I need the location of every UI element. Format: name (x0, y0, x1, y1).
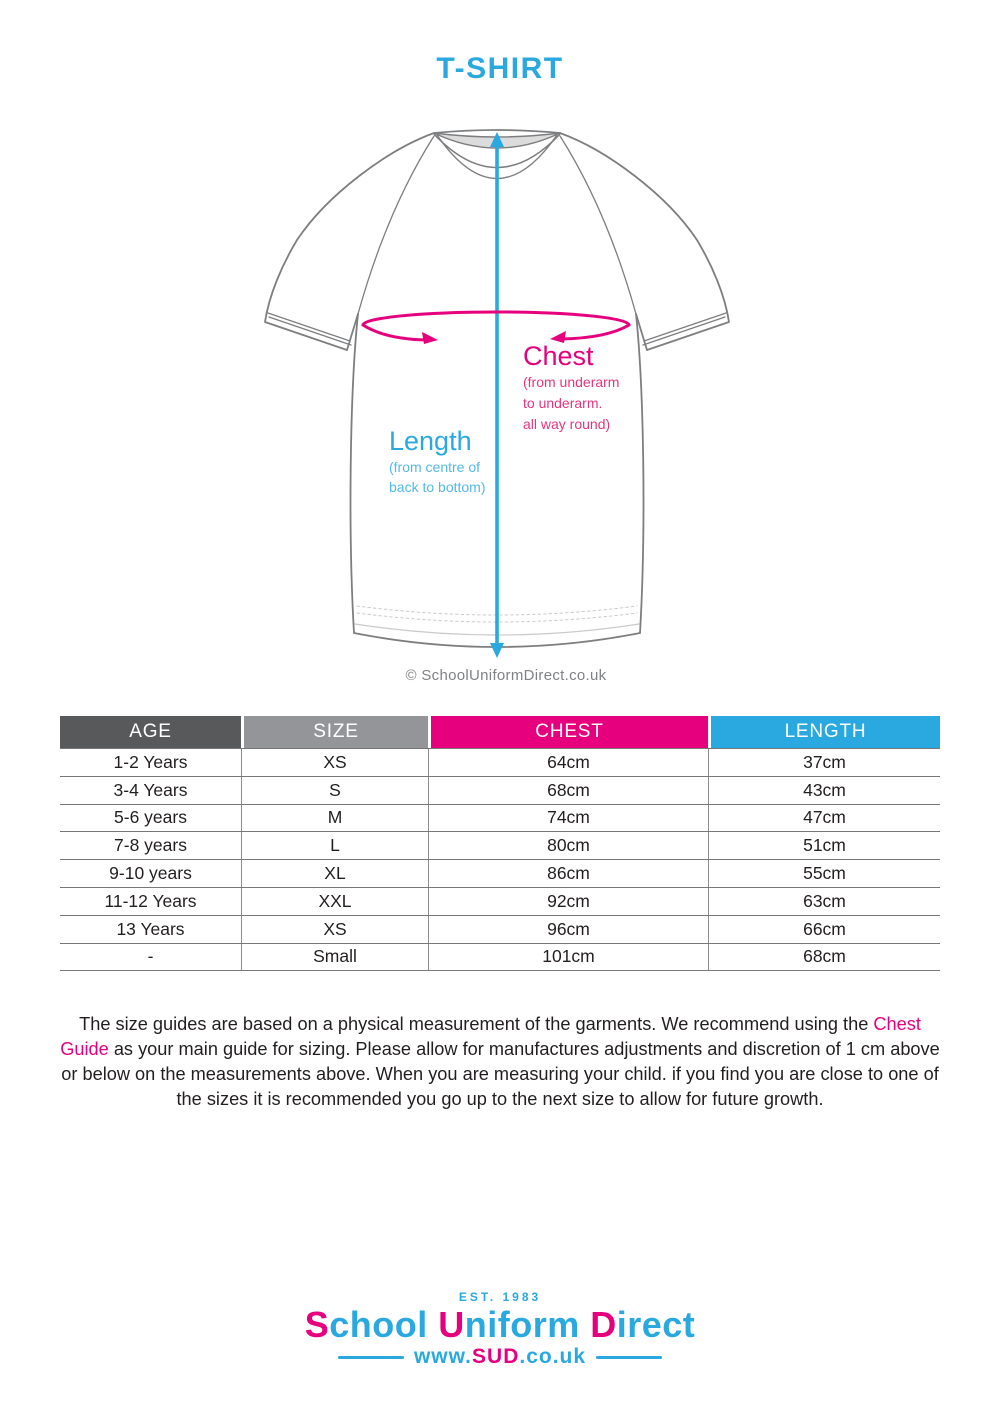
brand-url[interactable] (414, 1345, 586, 1369)
established-label: EST. 1983 (458, 1290, 542, 1304)
table-cell: XXL (241, 888, 428, 915)
table-cell: XS (241, 749, 428, 776)
page-title: T-SHIRT (436, 52, 564, 85)
table-cell: 96cm (428, 916, 708, 943)
table-cell: 80cm (428, 832, 708, 859)
diagram-copyright: © SchoolUniformDirect.co.uk (405, 667, 607, 684)
brand-segment: niform (464, 1304, 591, 1345)
brand-segment: D (590, 1304, 617, 1345)
table-cell: 9-10 years (109, 863, 192, 884)
size-table (60, 716, 940, 971)
table-row (60, 749, 940, 777)
table-cell: 63cm (708, 888, 940, 915)
column-header: LENGTH (708, 716, 940, 748)
length-arrow-icon (490, 132, 504, 658)
table-cell: 37cm (708, 749, 940, 776)
brand-segment: www. (413, 1345, 473, 1368)
dash-right (596, 1356, 662, 1359)
table-row (60, 916, 940, 944)
chest-label: Chest (523, 341, 594, 371)
table-cell: L (241, 832, 428, 859)
table-cell: 68cm (708, 944, 940, 971)
table-cell: 64cm (428, 749, 708, 776)
chest-note-3: all way round) (523, 416, 611, 432)
brand-segment: .co.uk (519, 1345, 587, 1368)
table-cell: XL (241, 860, 428, 887)
table-cell: 51cm (708, 832, 940, 859)
length-note-1: (from centre of (389, 459, 481, 475)
table-cell: 86cm (428, 860, 708, 887)
size-note (58, 1012, 942, 1112)
table-cell: 101cm (428, 944, 708, 971)
table-cell: 43cm (708, 777, 940, 804)
brand-segment: irect (616, 1304, 696, 1345)
length-note-2: back to bottom) (389, 479, 486, 495)
tshirt-diagram (250, 110, 750, 690)
table-cell: 55cm (708, 860, 940, 887)
column-header: CHEST (428, 716, 708, 748)
table-cell: 7-8 years (114, 835, 187, 856)
chest-note-2: to underarm. (523, 395, 603, 411)
table-cell: 3-4 Years (113, 779, 188, 800)
note-text-after: as your main guide for sizing. Please allow for manufactures adjustments and discretion of 1 cm above or below on the measurements above. When you are measuring your child. if you find you are close to one of the sizes it is recommended you go up to the next size to allow for future growth. (61, 1039, 940, 1109)
column-header: SIZE (241, 716, 428, 748)
size-table-body (60, 748, 940, 971)
footer-logo (0, 1290, 1000, 1369)
table-cell: 1-2 Years (113, 751, 188, 772)
table-row (60, 860, 940, 888)
table-cell: XS (241, 916, 428, 943)
table-cell: S (241, 777, 428, 804)
table-cell: 68cm (428, 777, 708, 804)
brand-url-line (0, 1345, 1000, 1369)
table-cell: 47cm (708, 805, 940, 832)
table-row (60, 805, 940, 833)
table-cell: M (241, 805, 428, 832)
table-row (60, 777, 940, 805)
dash-left (338, 1356, 404, 1359)
column-header: AGE (60, 716, 241, 748)
table-row (60, 832, 940, 860)
brand-name (0, 1305, 1000, 1345)
length-label: Length (389, 426, 472, 456)
table-cell: 74cm (428, 805, 708, 832)
chest-guide-highlight: Chest Guide (60, 1014, 921, 1059)
table-cell: - (147, 946, 154, 967)
brand-segment: chool (329, 1304, 439, 1345)
table-cell: Small (241, 944, 428, 971)
table-cell: 11-12 Years (104, 890, 197, 911)
table-cell: 5-6 years (114, 807, 187, 828)
table-cell: 13 Years (116, 918, 185, 939)
table-cell: 66cm (708, 916, 940, 943)
chest-note-1: (from underarm (523, 374, 620, 390)
brand-segment: U (438, 1304, 465, 1345)
brand-segment: SUD (472, 1345, 520, 1368)
table-row (60, 944, 940, 972)
table-row (60, 888, 940, 916)
table-cell: 92cm (428, 888, 708, 915)
size-table-header (60, 716, 940, 748)
note-text-before: The size guides are based on a physical measurement of the garments. We recommend using the (79, 1014, 874, 1034)
brand-segment: S (304, 1304, 330, 1345)
